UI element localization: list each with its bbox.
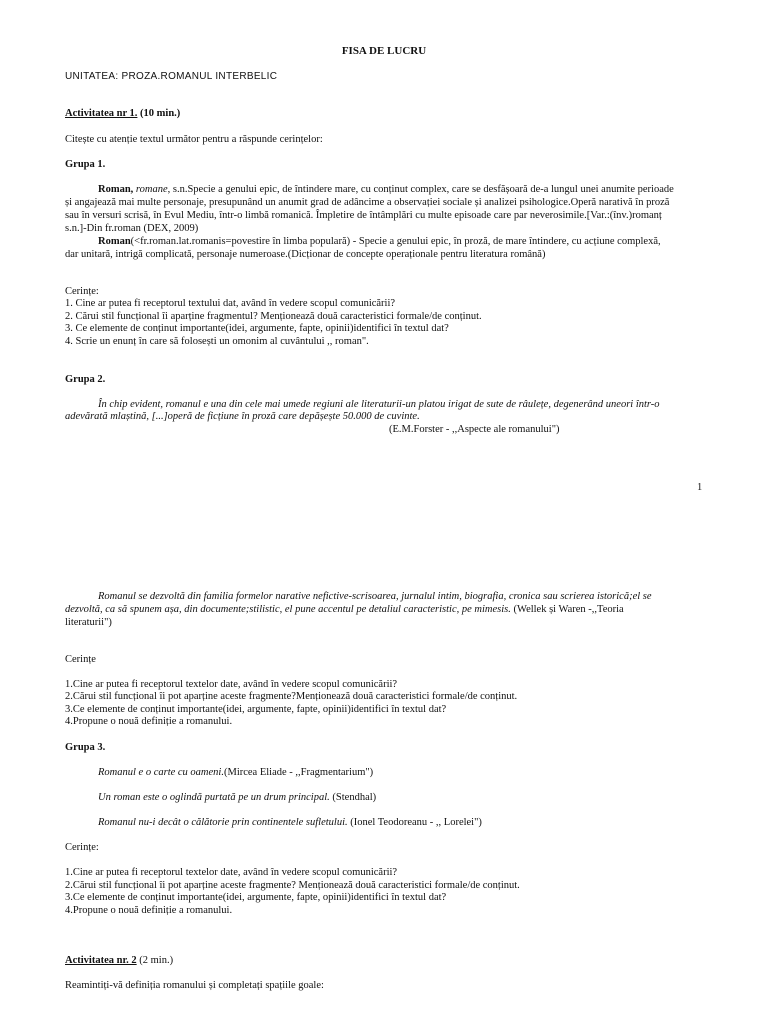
group3-quote-text: Un roman este o oglindă purtată pe un drum principal. xyxy=(98,792,330,803)
group1-def1-line4: s.n.]-Din fr.roman (DEX, 2009) xyxy=(65,223,199,234)
def2-term: Roman xyxy=(98,236,131,247)
activity1-duration: (10 min.) xyxy=(137,108,181,119)
group1-def1-line1 xyxy=(98,184,674,196)
unit-label: UNITATEA: PROZA.ROMANUL INTERBELIC xyxy=(65,71,278,82)
activity1-title: Activitatea nr 1. xyxy=(65,108,138,119)
group2-quote2-line1: Romanul se dezvoltă din familia formelor narative nefictive-scrisoarea, jurnalul intim, biografia, cronica sau scrierea istorică;el se xyxy=(98,591,652,602)
group3-requirement: 2.Cărui stil funcțional îi pot aparține aceste fragmente? Menționează două caracteristici formale/de conținut. xyxy=(65,880,520,891)
activity1-instruction: Citește cu atenție textul următor pentru a răspunde cerințelor: xyxy=(65,134,323,145)
group3-quote-text: Romanul nu-i decât o călătorie prin continentele sufletului. xyxy=(98,817,348,828)
activity2-duration: (2 min.) xyxy=(136,955,174,966)
group1-requirement: 3. Ce elemente de conținut importante(idei, argumente, fapte, opinii)identifici în textul dat? xyxy=(65,323,449,334)
group3-requirement: 3.Ce elemente de conținut importante(idei, argumente, fapte, opinii)identifici în textul dat? xyxy=(65,892,447,903)
group2-quote2-line2 xyxy=(65,604,624,616)
group2-quote-line1: În chip evident, romanul e una din cele mai umede regiuni ale literaturii-un platou irigat de sute de râulețe, degenerând uneori într-o xyxy=(98,399,660,410)
group2-heading: Grupa 2. xyxy=(65,374,106,385)
group3-heading: Grupa 3. xyxy=(65,742,106,753)
quote2-source: (Wellek și Waren -,,Teoria xyxy=(510,604,624,615)
activity1-heading xyxy=(65,108,180,120)
group2-requirement: 1.Cine ar putea fi receptorul textelor date, având în vedere scopul comunicării? xyxy=(65,679,398,690)
group1-requirements-title: Cerințe: xyxy=(65,286,99,297)
group3-requirements-title: Cerințe: xyxy=(65,842,99,853)
group3-requirement: 4.Propune o nouă definiție a romanului. xyxy=(65,905,233,916)
def1-term-plural: romane xyxy=(133,184,168,195)
group1-requirement: 2. Cărui stil funcțional îi aparține fragmentul? Menționează două caracteristici formale/de conținut. xyxy=(65,311,482,322)
group1-def2-line2: dar unitară, intrigă complicată, personaje numeroase.(Dicționar de concepte operaționale pentru literatura română) xyxy=(65,249,546,260)
group1-requirement: 1. Cine ar putea fi receptorul textului dat, având în vedere scopul comunicării? xyxy=(65,298,396,309)
group3-requirement: 1.Cine ar putea fi receptorul textelor date, având în vedere scopul comunicării? xyxy=(65,867,398,878)
group3-quote-source: (Stendhal) xyxy=(329,792,377,803)
group2-quote-line2: adevărată mlaștină, [...]operă de ficțiune în proză care depășește 50.000 de cuvinte. xyxy=(65,411,420,422)
activity2-heading xyxy=(65,955,173,967)
def1-text: , s.n.Specie a genului epic, de întindere mare, cu conținut complex, care se desfășoară de-a lungul unei anumite perioade xyxy=(167,184,674,195)
group3-quote-text: Romanul e o carte cu oameni. xyxy=(98,767,224,778)
group2-source: (E.M.Forster - ,,Aspecte ale romanului") xyxy=(389,424,560,435)
def1-term: Roman, xyxy=(98,184,134,195)
group2-quote2-line3: literaturii") xyxy=(65,617,112,628)
group1-requirement: 4. Scrie un enunț în care să folosești un omonim al cuvântului ,, roman". xyxy=(65,336,369,347)
group1-heading: Grupa 1. xyxy=(65,159,106,170)
def2-text: (<fr.roman.lat.romanis=povestire în limba populară) - Specie a genului epic, în proză, de mare întindere, cu acțiune complexă, xyxy=(130,236,661,247)
group1-def1-line3: sau în versuri scrisă, în Evul Mediu, într-o limbă romanică. Împletire de întâmplări cu multe episoade care par neverosimile.[Var.:(înv.)romanț xyxy=(65,210,662,221)
group2-requirement: 2.Cărui stil funcțional îi pot aparține aceste fragmente?Menționează două caracteristici formale/de conținut. xyxy=(65,691,518,702)
group3-quote xyxy=(98,817,482,829)
group3-quote xyxy=(98,792,376,804)
group2-requirement: 4.Propune o nouă definiție a romanului. xyxy=(65,716,233,727)
group3-quote-source: (Mircea Eliade - ,,Fragmentarium") xyxy=(223,767,374,778)
group1-def1-line2: și angajează mai multe personaje, presupunând un anumit grad de adâncime a observației sociale și analizei psihologice.Operă narativă în proză xyxy=(65,197,670,208)
group2-requirements-title: Cerințe xyxy=(65,654,96,665)
quote2-text: dezvoltă, ca să spunem așa, din documente;stilistic, el pune accentul pe detaliul caracteristic, pe mimesis. xyxy=(65,604,511,615)
group3-quote-source: (Ionel Teodoreanu - ,, Lorelei") xyxy=(347,817,482,828)
group3-quote xyxy=(98,767,373,779)
group1-def2-line1 xyxy=(98,236,661,248)
activity2-title: Activitatea nr. 2 xyxy=(65,955,137,966)
group2-requirement: 3.Ce elemente de conținut importante(idei, argumente, fapte, opinii)identifici în textul dat? xyxy=(65,704,447,715)
page-number: 1 xyxy=(697,482,703,493)
activity2-instruction: Reamintiți-vă definiția romanului și completați spațiile goale: xyxy=(65,980,324,991)
page-title: FISA DE LUCRU xyxy=(341,45,427,57)
